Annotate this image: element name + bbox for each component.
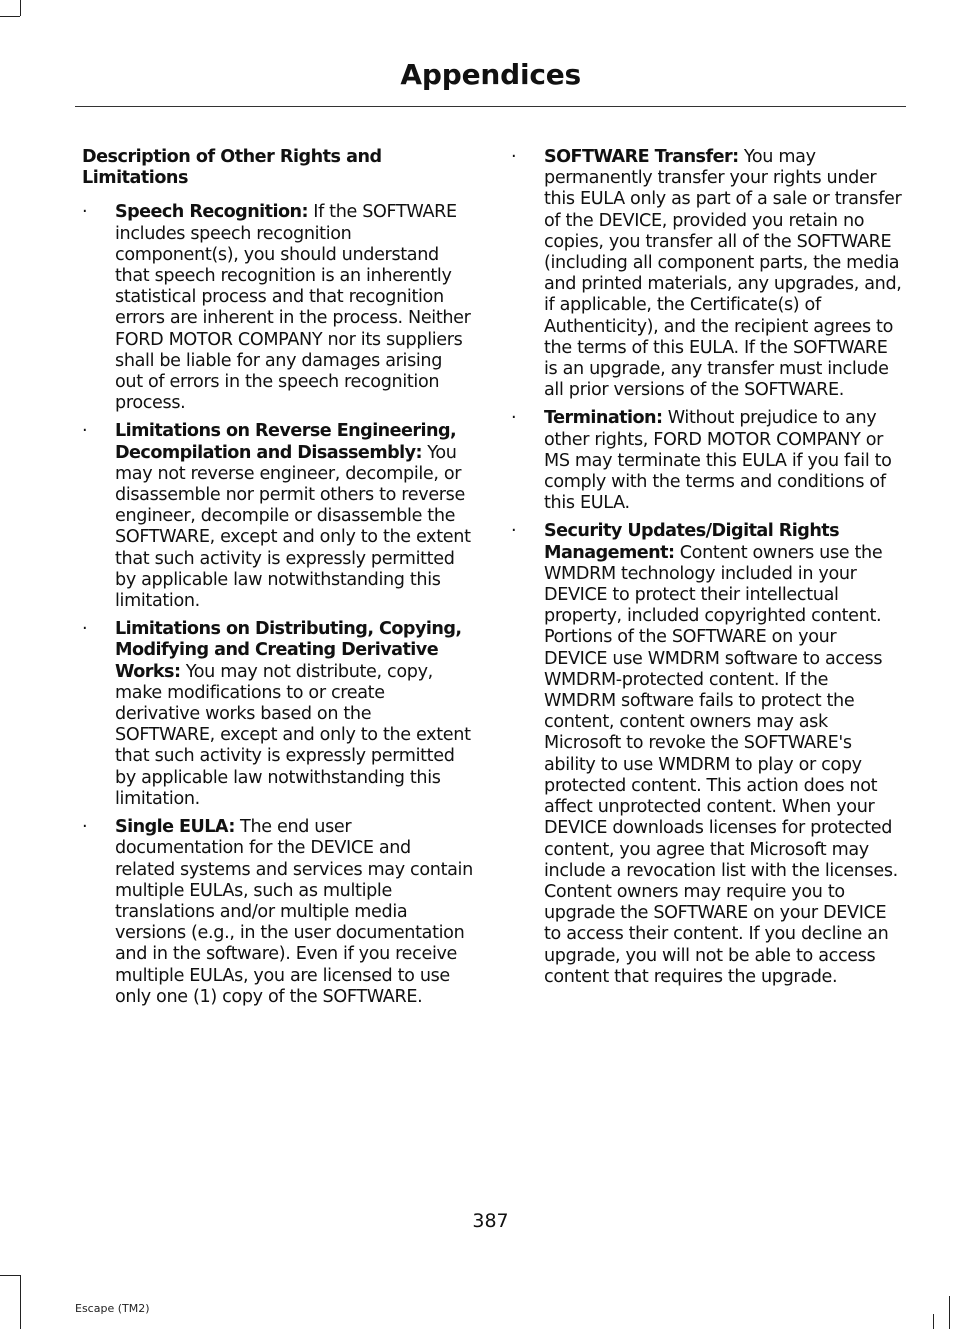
crop-mark-bottom-right-2 [949, 1296, 950, 1329]
bullet-icon: · [82, 202, 88, 223]
list-item [82, 619, 474, 810]
bullet-icon: · [511, 408, 517, 429]
crop-mark-top-left-h [0, 16, 20, 17]
crop-mark-bottom-left-h [0, 1275, 20, 1276]
item-term: Termination: [544, 408, 663, 429]
title-divider [75, 106, 906, 107]
crop-mark-bottom-left [20, 1275, 21, 1329]
left-column [82, 147, 474, 1015]
item-text: If the SOFTWARE includes speech recognition component(s), you should understand that speech recognition is an inherently statistical process and that recognition errors are inherent in the process. Neither FORD MOTOR COMPANY nor its suppliers shall be liable for any damages arising out of errors in the speech recognition process. [115, 202, 471, 414]
bullet-icon: · [82, 619, 88, 640]
list-item [82, 421, 474, 612]
item-text: You may not reverse engineer, decompile, or disassemble nor permit others to reverse engineer, decompile or disassemble the SOFTWARE, except and only to the extent that such activity is expressly permitted by applicable law notwithstanding this limitation. [115, 442, 471, 612]
bullet-icon: · [511, 147, 517, 167]
bullet-icon: · [82, 421, 88, 442]
item-text: Content owners use the WMDRM technology included in your DEVICE to protect their intellectual property, included copyrighted content. Portions of the SOFTWARE on your DEVICE use WMDRM software to access WMDRM-protected content. If the WMDRM software fails to protect the content, content owners may ask Microsoft to revoke the SOFTWARE's ability to use WMDRM to play or copy protected content. This action does not affect unprotected content. When your DEVICE downloads licenses for protected content, you agree that Microsoft may include a revocation list with the licenses. Content owners may require you to upgrade the SOFTWARE on your DEVICE to access their content. If you decline an upgrade, you will not be able to access content that requires the upgrade. [544, 542, 898, 987]
right-bullet-list [511, 147, 904, 988]
item-term: SOFTWARE Transfer: [544, 147, 739, 167]
section-heading: Description of Other Rights and Limitations [82, 147, 382, 189]
item-term: Limitations on Distributing, Copying, Modifying and Creating Derivative Works: [115, 619, 462, 682]
page-title: Appendices [400, 58, 581, 91]
item-text: You may not distribute, copy, make modifications to or create derivative works based on the SOFTWARE, except and only to the extent that such activity is expressly permitted by applicable law notwithstanding this limitation. [115, 661, 471, 809]
item-term: Speech Recognition: [115, 202, 308, 223]
item-term: Single EULA: [115, 817, 235, 838]
crop-mark-top-left [20, 0, 21, 16]
list-item [511, 408, 904, 514]
list-item [82, 817, 474, 1008]
list-item [82, 202, 474, 414]
bullet-icon: · [511, 521, 517, 542]
left-bullet-list [82, 202, 474, 1008]
item-term: Limitations on Reverse Engineering, Decompilation and Disassembly: [115, 421, 457, 463]
bullet-icon: · [82, 817, 88, 838]
page-number: 387 [472, 1210, 509, 1232]
item-text: You may permanently transfer your rights under this EULA only as part of a sale or transfer of the DEVICE, provided you retain no copies, you transfer all of the SOFTWARE (including all component parts, the media and printed materials, any upgrades, and, if applicable, the Certificate(s) of Authenticity), and the recipient agrees to the terms of this EULA. If the SOFTWARE is an upgrade, any transfer must include all prior versions of the SOFTWARE. [544, 147, 902, 401]
item-text: The end user documentation for the DEVICE and related systems and services may contain multiple EULAs, such as multiple translations and/or multiple media versions (e.g., in the user documentation and in the software). Even if you receive multiple EULAs, you are licensed to use only one (1) copy of the SOFTWARE. [115, 817, 473, 1007]
item-text: Without prejudice to any other rights, FORD MOTOR COMPANY or MS may terminate this EULA if you fail to comply with the terms and conditions of this EULA. [544, 408, 892, 514]
item-term: Security Updates/Digital Rights Management: [544, 521, 840, 563]
list-item [511, 147, 904, 401]
right-column [511, 147, 904, 995]
list-item [511, 521, 904, 987]
footer-model-label: Escape (TM2) [75, 1302, 150, 1315]
crop-mark-bottom-right-1 [933, 1314, 934, 1329]
